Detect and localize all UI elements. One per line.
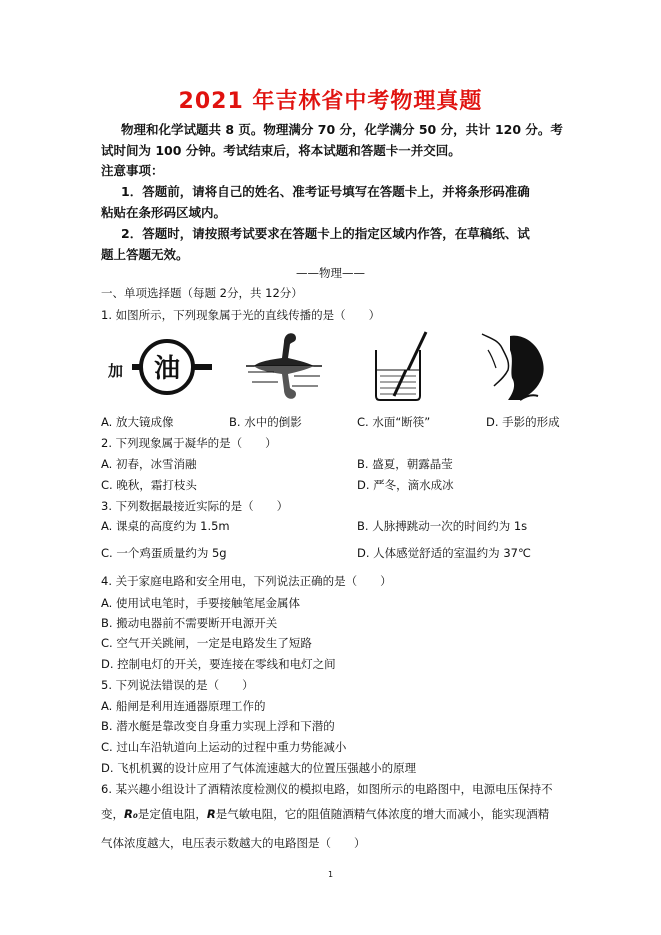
q4-option-c: C. 空气开关跳闸，一定是电路发生了短路 [101,636,312,650]
intro-line-2: 试时间为 100 分钟。考试结束后，将本试题和答题卡一并交回。 [101,143,461,158]
q6-line-2-part-b: 是定值电阻， [137,807,207,821]
hand-shadow-figure [480,330,550,402]
chopstick-figure [370,330,430,402]
note-2-line-a: 2．答题时，请按照考试要求在答题卡上的指定区域内作答，在草稿纸、试 [121,226,530,241]
q1-option-a: A. 放大镜成像 [101,415,174,429]
q4-option-a: A. 使用试电笔时，手要接触笔尾金属体 [101,596,300,610]
magnifier-figure [104,330,214,402]
page-number: 1 [327,870,334,879]
q4-option-d: D. 控制电灯的开关，要连接在零线和电灯之间 [101,657,336,671]
fig-a-char-2: 油 [153,354,181,384]
q1-option-c: C. 水面“断筷” [357,415,431,429]
q3-option-c: C. 一个鸡蛋质量约为 5g [101,546,227,560]
notice-label: 注意事项： [101,163,164,178]
q2-option-a: A. 初春，冰雪消融 [101,457,197,471]
q5-stem: 5. 下列说法错误的是（ ） [101,678,254,692]
q6-line-2-part-a: 变， [101,807,124,821]
fig-a-char-1: 加 [108,362,124,380]
q6-line-1: 6. 某兴趣小组设计了酒精浓度检测仪的模拟电路，如图所示的电路图中，电源电压保持不 [101,782,553,796]
q1-option-b: B. 水中的倒影 [229,415,302,429]
q3-option-b: B. 人脉搏跳动一次的时间约为 1s [357,519,528,533]
intro-line-1: 物理和化学试题共 8 页。物理满分 70 分，化学满分 50 分，共计 120 分。考 [121,122,563,137]
note-1-line-a: 1．答题前，请将自己的姓名、准考证号填写在答题卡上，并将条形码准确 [121,184,530,199]
q6-line-2 [101,806,549,822]
q6-r-symbol: R [206,807,216,821]
note-2-line-b: 题上答题无效。 [101,247,189,262]
part-1-title: 一、单项选择题（每题 2分，共 12分） [101,286,303,300]
q3-option-d: D. 人体感觉舒适的室温约为 37℃ [357,546,531,560]
q1-stem: 1. 如图所示，下列现象属于光的直线传播的是（ ） [101,308,381,322]
section-header: ——物理—— [296,266,365,280]
q5-option-a: A. 船闸是利用连通器原理工作的 [101,699,266,713]
q2-option-b: B. 盛夏，朝露晶莹 [357,457,453,471]
q5-option-b: B. 潜水艇是靠改变自身重力实现上浮和下潜的 [101,719,335,733]
q5-option-d: D. 飞机机翼的设计应用了气体流速越大的位置压强越小的原理 [101,761,417,775]
page-title: 2021 年吉林省中考物理真题 [178,89,483,114]
q6-line-3: 气体浓度越大，电压表示数越大的电路图是（ ） [101,836,366,850]
q2-option-d: D. 严冬，滴水成冰 [357,478,454,492]
q6-line-2-part-c: 是气敏电阻，它的阻值随酒精气体浓度的增大而减小，能实现酒精 [215,807,550,821]
q4-stem: 4. 关于家庭电路和安全用电，下列说法正确的是（ ） [101,574,392,588]
q4-option-b: B. 搬动电器前不需要断开电源开关 [101,616,278,630]
reflection-figure [244,330,324,402]
q6-r0-symbol: R₀ [124,807,138,821]
q1-option-d: D. 手影的形成 [486,415,560,429]
q5-option-c: C. 过山车沿轨道向上运动的过程中重力势能减小 [101,740,347,754]
q3-stem: 3. 下列数据最接近实际的是（ ） [101,499,289,513]
q3-option-a: A. 课桌的高度约为 1.5m [101,519,230,533]
note-1-line-b: 粘贴在条形码区域内。 [101,205,227,220]
q2-option-c: C. 晚秋，霜打枝头 [101,478,197,492]
q2-stem: 2. 下列现象属于凝华的是（ ） [101,436,277,450]
